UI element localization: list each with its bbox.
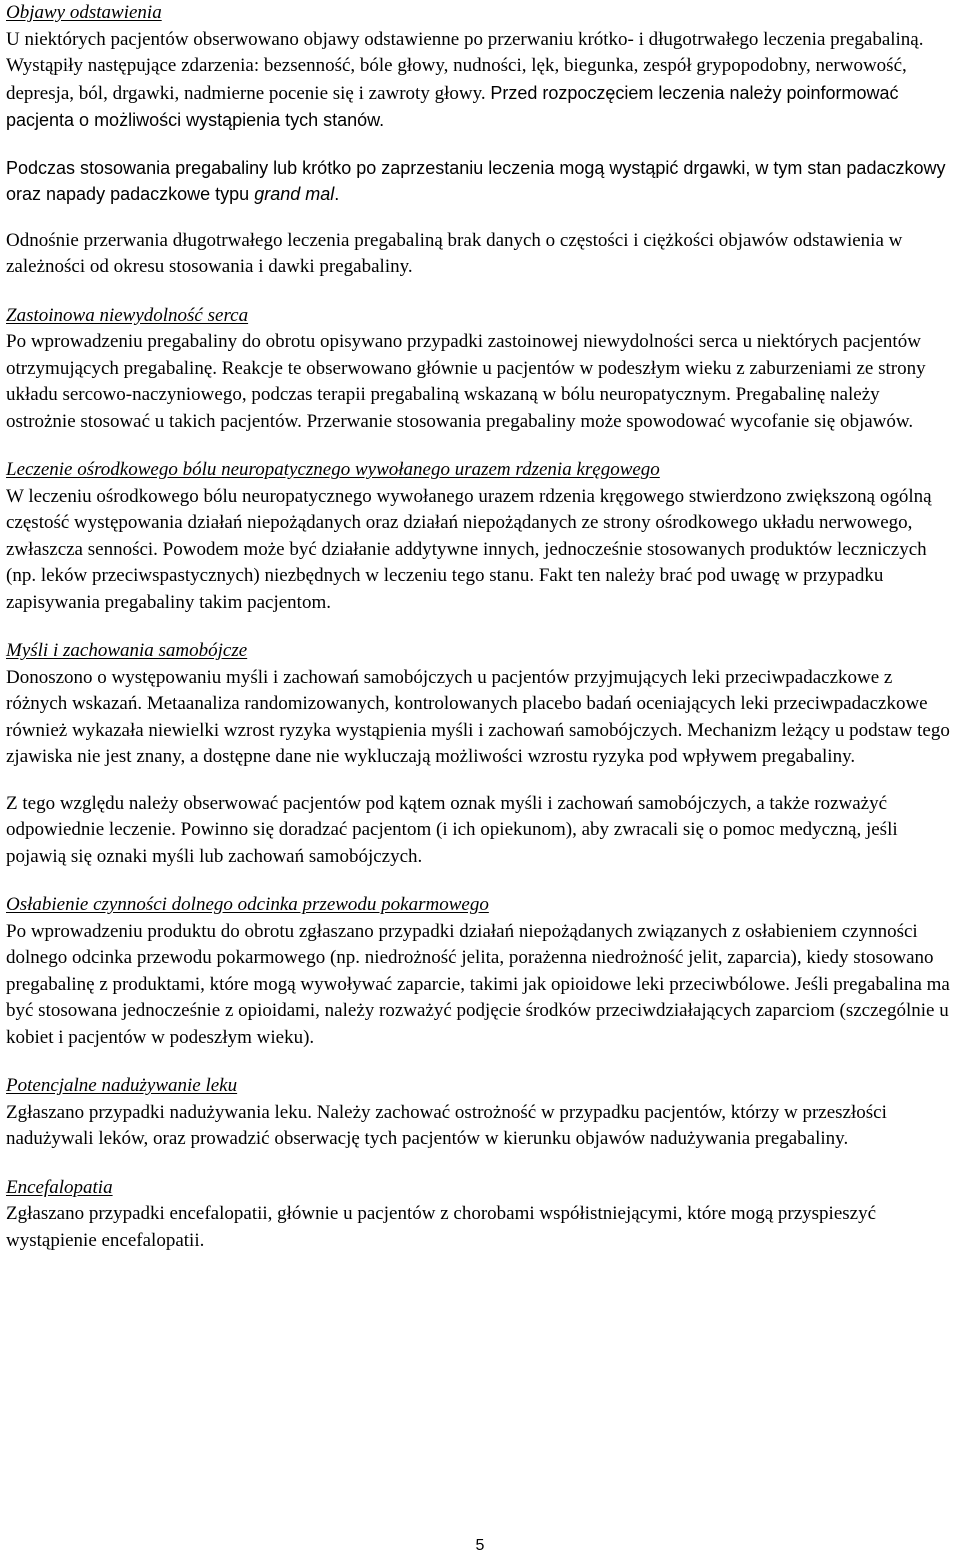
document-page bbox=[6, 0, 954, 1254]
section-heading-spinal-cord-pain: Leczenie ośrodkowego bólu neuropatycznego wywołanego urazem rdzenia kręgowego bbox=[6, 459, 660, 480]
spacer bbox=[6, 870, 954, 892]
paragraph-encephalopathy: Zgłaszano przypadki encefalopatii, głównie u pacjentów z chorobami współistniejącymi, które mogą przyspieszyć wystąpienie encefalopatii. bbox=[6, 1203, 877, 1251]
paragraph-text: Podczas stosowania pregabaliny lub krótko po zaprzestaniu leczenia mogą wystąpić drgawki, w tym stan padaczkowy oraz napady padaczkowe typu bbox=[6, 157, 946, 204]
paragraph-withdrawal-symptoms bbox=[6, 27, 954, 135]
section-heading-withdrawal: Objawy odstawienia bbox=[6, 2, 162, 23]
spacer bbox=[6, 435, 954, 457]
paragraph-text-end: . bbox=[334, 184, 340, 204]
paragraph-text-sans: Przed rozpoczęciem leczenia należy poinformować pacjenta o możliwości wystąpienia tych stanów. bbox=[6, 82, 899, 130]
paragraph-suicidal-monitoring: Z tego względu należy obserwować pacjentów pod kątem oznak myśli i zachowań samobójczych, a także rozważyć odpowiednie leczenie. Powinno się doradzać pacjentom (i ich opiekunom), aby zwracali się o pomoc medyczną, jeśli pojawią się oznaki myśli lub zachowań samobójczych. bbox=[6, 792, 898, 867]
paragraph-heart-failure: Po wprowadzeniu pregabaliny do obrotu opisywano przypadki zastoinowej niewydolności serca u niektórych pacjentów otrzymujących pregabalinę. Reakcje te obserwowano głównie u pacjentów w podeszłym wieku z zaburzeniami ze strony układu sercowo-naczyniowego, podczas terapii pregabaliną wskazaną w bólu neuropatycznym. Pregabalinę należy ostrożnie stosować u takich pacjentów. Przerwanie stosowania pregabaliny może spowodować wycofanie się objawów. bbox=[6, 331, 926, 432]
section-heading-gi-function: Osłabienie czynności dolnego odcinka przewodu pokarmowego bbox=[6, 894, 489, 915]
spacer bbox=[6, 771, 954, 791]
spacer bbox=[6, 1153, 954, 1175]
section-heading-encephalopathy: Encefalopatia bbox=[6, 1176, 113, 1198]
section-heading-suicidal-thoughts: Myśli i zachowania samobójcze bbox=[6, 640, 248, 661]
paragraph-text: U niektórych pacjentów obserwowano objawy odstawienne po przerwaniu krótko- i długotrwałego leczenia pregabaliną. Wystąpiły następujące zdarzenia: bezsenność, bóle głowy, nudności, lęk, biegunka, zespół grypopodobny, nerwowość, depresja, ból, drgawki, nadmierne pocenie się i zawroty głowy. bbox=[6, 28, 924, 104]
spacer bbox=[6, 281, 954, 303]
paragraph-seizures bbox=[6, 155, 954, 208]
paragraph-long-term-withdrawal: Odnośnie przerwania długotrwałego leczenia pregabaliną brak danych o częstości i ciężkości objawów odstawienia w zależności od okresu stosowania i dawki pregabaliny. bbox=[6, 229, 903, 277]
paragraph-suicidal-thoughts: Donoszono o występowaniu myśli i zachowań samobójczych u pacjentów przyjmujących leki przeciwpadaczkowe z różnych wskazań. Metaanaliza randomizowanych, kontrolowanych placebo badań oceniających leki przeciwpadaczkowe również wykazała niewielki wzrost ryzyka wystąpienia myśli i zachowań samobójczych. Mechanizm leżący u podstaw tego zjawiska nie jest znany, a dostępne dane nie wykluczają możliwości wzrostu ryzyka pod wpływem pregabaliny. bbox=[6, 666, 950, 767]
paragraph-drug-abuse: Zgłaszano przypadki nadużywania leku. Należy zachować ostrożność w przypadku pacjentów, którzy w przeszłości nadużywali leków, oraz prowadzić obserwację tych pacjentów w kierunku objawów nadużywania pregabaliny. bbox=[6, 1101, 887, 1149]
paragraph-gi-function: Po wprowadzeniu produktu do obrotu zgłaszano przypadki działań niepożądanych związanych z osłabieniem czynności dolnego odcinka przewodu pokarmowego (np. niedrożność jelita, porażenna niedrożność jelit, zaparcia), kiedy stosowano pregabalinę z produktami, które mogą wywoływać zaparcie, takimi jak opioidowe leki przeciwbólowe. Jeśli pregabalina ma być stosowana jednocześnie z opioidami, należy rozważyć podjęcie środków przeciwdziałających zaparciom (szczególnie u kobiet i pacjentów w podeszłym wieku). bbox=[6, 920, 950, 1048]
spacer bbox=[6, 616, 954, 638]
section-heading-heart-failure: Zastoinowa niewydolność serca bbox=[6, 304, 249, 326]
spacer bbox=[6, 1051, 954, 1073]
paragraph-italic-term: grand mal bbox=[254, 184, 335, 204]
paragraph-spinal-cord-pain: W leczeniu ośrodkowego bólu neuropatycznego wywołanego urazem rdzenia kręgowego stwierdzono zwiększoną ogólną częstość występowania działań niepożądanych oraz działań niepożądanych ze strony ośrodkowego układu nerwowego, zwłaszcza senności. Powodem może być działanie addytywne innych, jednocześnie stosowanych produktów leczniczych (np. leków przeciwspastycznych) niezbędnych w leczeniu tego stanu. Fakt ten należy brać pod uwagę w przypadku zapisywania pregabaliny takim pacjentom. bbox=[6, 485, 932, 613]
spacer bbox=[6, 135, 954, 155]
section-heading-drug-abuse: Potencjalne nadużywanie leku bbox=[6, 1075, 238, 1096]
spacer bbox=[6, 208, 954, 228]
page-number: 5 bbox=[475, 1537, 485, 1554]
